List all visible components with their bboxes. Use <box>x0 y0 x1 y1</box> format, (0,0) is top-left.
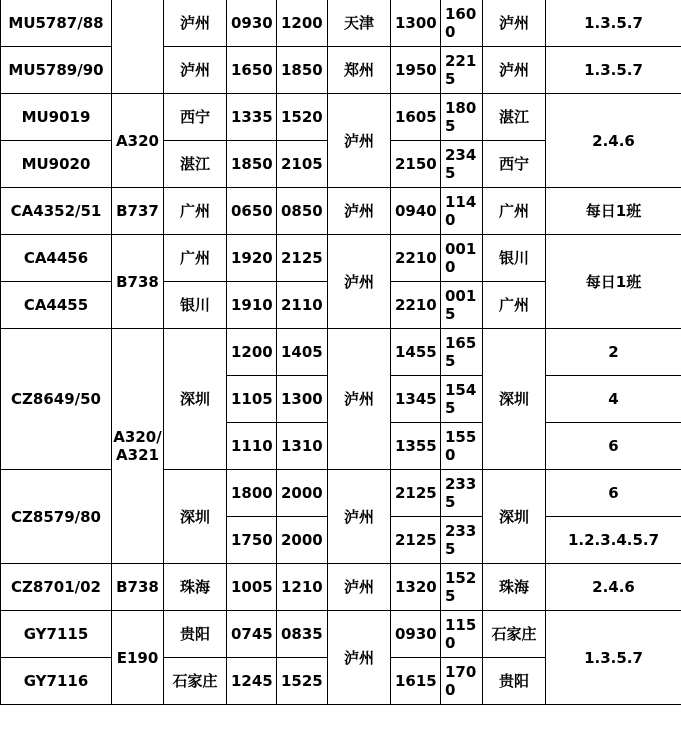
departure-time: 1455 <box>391 329 441 376</box>
aircraft-type: A320 <box>112 94 164 188</box>
origin-city: 银川 <box>164 282 227 329</box>
departure-time: 1750 <box>227 517 277 564</box>
operating-days: 1.3.5.7 <box>546 47 681 94</box>
stopover-city: 泸州 <box>328 470 391 564</box>
table-row <box>1 47 681 94</box>
destination-city: 泸州 <box>483 0 546 47</box>
aircraft-type: B737 <box>112 188 164 235</box>
operating-days: 1.3.5.7 <box>546 0 681 47</box>
arrival-time: 2335 <box>441 470 483 517</box>
departure-time: 0940 <box>391 188 441 235</box>
departure-time: 1005 <box>227 564 277 611</box>
departure-time: 2125 <box>391 517 441 564</box>
table-row <box>1 564 681 611</box>
stopover-city: 泸州 <box>328 611 391 705</box>
operating-days: 每日1班 <box>546 188 681 235</box>
table-row <box>1 188 681 235</box>
arrival-time: 2215 <box>441 47 483 94</box>
stopover-city: 天津 <box>328 0 391 47</box>
departure-time: 1300 <box>391 0 441 47</box>
flight-number: MU9020 <box>1 141 112 188</box>
aircraft-type: B738 <box>112 235 164 329</box>
arrival-time: 0850 <box>277 188 328 235</box>
arrival-time: 2105 <box>277 141 328 188</box>
destination-city: 深圳 <box>483 470 546 564</box>
departure-time: 2125 <box>391 470 441 517</box>
arrival-time: 1805 <box>441 94 483 141</box>
arrival-time: 1210 <box>277 564 328 611</box>
arrival-time: 1655 <box>441 329 483 376</box>
departure-time: 1245 <box>227 658 277 705</box>
operating-days: 2.4.6 <box>546 94 681 188</box>
flight-number: GY7116 <box>1 658 112 705</box>
origin-city: 石家庄 <box>164 658 227 705</box>
table-row <box>1 94 681 141</box>
aircraft-type: B738 <box>112 564 164 611</box>
destination-city: 珠海 <box>483 564 546 611</box>
origin-city: 湛江 <box>164 141 227 188</box>
flight-number: CZ8701/02 <box>1 564 112 611</box>
operating-days: 6 <box>546 470 681 517</box>
departure-time: 1200 <box>227 329 277 376</box>
operating-days: 1.2.3.4.5.7 <box>546 517 681 564</box>
table-row <box>1 0 681 47</box>
departure-time: 0930 <box>391 611 441 658</box>
origin-city: 西宁 <box>164 94 227 141</box>
arrival-time: 1850 <box>277 47 328 94</box>
flight-number: CA4455 <box>1 282 112 329</box>
origin-city: 珠海 <box>164 564 227 611</box>
operating-days: 2.4.6 <box>546 564 681 611</box>
origin-city: 贵阳 <box>164 611 227 658</box>
aircraft-type: E190 <box>112 611 164 705</box>
departure-time: 1920 <box>227 235 277 282</box>
departure-time: 1320 <box>391 564 441 611</box>
flight-number: CZ8649/50 <box>1 329 112 470</box>
departure-time: 0930 <box>227 0 277 47</box>
flight-number: CA4456 <box>1 235 112 282</box>
departure-time: 1615 <box>391 658 441 705</box>
aircraft-type <box>112 0 164 94</box>
origin-city: 泸州 <box>164 0 227 47</box>
arrival-time: 1525 <box>441 564 483 611</box>
flight-number: MU5789/90 <box>1 47 112 94</box>
departure-time: 0745 <box>227 611 277 658</box>
destination-city: 泸州 <box>483 47 546 94</box>
arrival-time: 1140 <box>441 188 483 235</box>
origin-city: 泸州 <box>164 47 227 94</box>
arrival-time: 2000 <box>277 470 328 517</box>
arrival-time: 0015 <box>441 282 483 329</box>
flight-number: MU5787/88 <box>1 0 112 47</box>
destination-city: 银川 <box>483 235 546 282</box>
flight-number: CZ8579/80 <box>1 470 112 564</box>
departure-time: 1105 <box>227 376 277 423</box>
stopover-city: 泸州 <box>328 564 391 611</box>
arrival-time: 1550 <box>441 423 483 470</box>
arrival-time: 1525 <box>277 658 328 705</box>
table-row <box>1 235 681 282</box>
arrival-time: 0010 <box>441 235 483 282</box>
departure-time: 0650 <box>227 188 277 235</box>
operating-days: 6 <box>546 423 681 470</box>
destination-city: 石家庄 <box>483 611 546 658</box>
arrival-time: 1405 <box>277 329 328 376</box>
arrival-time: 1150 <box>441 611 483 658</box>
departure-time: 1605 <box>391 94 441 141</box>
arrival-time: 1545 <box>441 376 483 423</box>
origin-city: 深圳 <box>164 329 227 470</box>
arrival-time: 1200 <box>277 0 328 47</box>
destination-city: 深圳 <box>483 329 546 470</box>
departure-time: 1335 <box>227 94 277 141</box>
departure-time: 1345 <box>391 376 441 423</box>
arrival-time: 2110 <box>277 282 328 329</box>
departure-time: 1950 <box>391 47 441 94</box>
departure-time: 2210 <box>391 282 441 329</box>
arrival-time: 1300 <box>277 376 328 423</box>
flight-number: GY7115 <box>1 611 112 658</box>
departure-time: 1910 <box>227 282 277 329</box>
arrival-time: 2000 <box>277 517 328 564</box>
operating-days: 4 <box>546 376 681 423</box>
arrival-time: 1700 <box>441 658 483 705</box>
departure-time: 1355 <box>391 423 441 470</box>
arrival-time: 1600 <box>441 0 483 47</box>
stopover-city: 郑州 <box>328 47 391 94</box>
origin-city: 广州 <box>164 188 227 235</box>
operating-days: 2 <box>546 329 681 376</box>
origin-city: 广州 <box>164 235 227 282</box>
destination-city: 西宁 <box>483 141 546 188</box>
departure-time: 2210 <box>391 235 441 282</box>
departure-time: 1850 <box>227 141 277 188</box>
arrival-time: 2335 <box>441 517 483 564</box>
destination-city: 广州 <box>483 188 546 235</box>
stopover-city: 泸州 <box>328 188 391 235</box>
table-row <box>1 611 681 658</box>
destination-city: 贵阳 <box>483 658 546 705</box>
arrival-time: 2125 <box>277 235 328 282</box>
flight-number: MU9019 <box>1 94 112 141</box>
stopover-city: 泸州 <box>328 94 391 188</box>
flight-number: CA4352/51 <box>1 188 112 235</box>
departure-time: 1110 <box>227 423 277 470</box>
operating-days: 1.3.5.7 <box>546 611 681 705</box>
stopover-city: 泸州 <box>328 235 391 329</box>
destination-city: 广州 <box>483 282 546 329</box>
departure-time: 2150 <box>391 141 441 188</box>
arrival-time: 1520 <box>277 94 328 141</box>
departure-time: 1800 <box>227 470 277 517</box>
arrival-time: 2345 <box>441 141 483 188</box>
stopover-city: 泸州 <box>328 329 391 470</box>
table-row <box>1 329 681 376</box>
destination-city: 湛江 <box>483 94 546 141</box>
origin-city: 深圳 <box>164 470 227 564</box>
table-row <box>1 470 681 517</box>
arrival-time: 0835 <box>277 611 328 658</box>
operating-days: 每日1班 <box>546 235 681 329</box>
departure-time: 1650 <box>227 47 277 94</box>
arrival-time: 1310 <box>277 423 328 470</box>
aircraft-type: A320/A321 <box>112 329 164 564</box>
